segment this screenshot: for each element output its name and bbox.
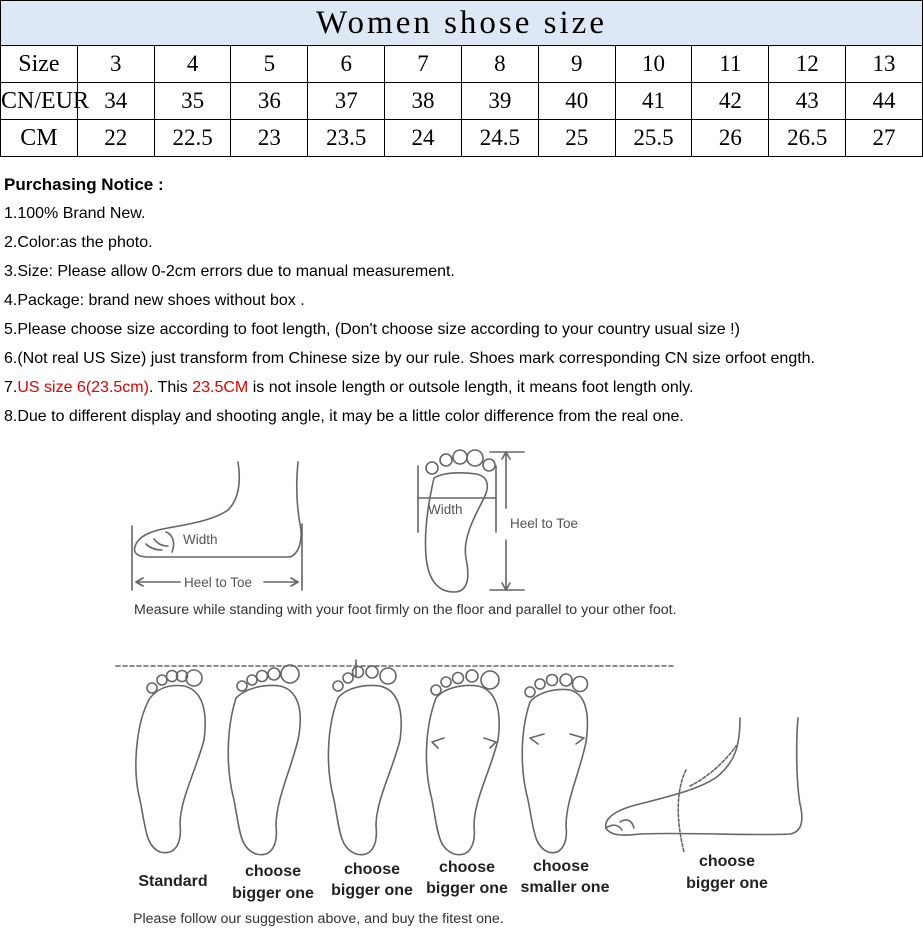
table-cell: 8 bbox=[461, 46, 538, 83]
item-number: 7. bbox=[4, 379, 18, 396]
table-cell: 12 bbox=[769, 46, 846, 83]
size-chart-title: Women shose size bbox=[1, 1, 923, 46]
bigger-foot-icon-1 bbox=[228, 665, 300, 855]
table-cell: 34 bbox=[77, 83, 154, 120]
item-text: . This bbox=[148, 379, 193, 396]
bigger-label: bigger one bbox=[331, 882, 413, 899]
choose-label: choose bbox=[532, 858, 590, 875]
notice-item: 1.100% Brand New. bbox=[4, 205, 146, 222]
notice-heading: Purchasing Notice : bbox=[4, 175, 164, 194]
table-cell: 23.5 bbox=[308, 120, 385, 157]
table-cell: 24 bbox=[385, 120, 462, 157]
notice-item: 3.Size: Please allow 0-2cm errors due to manual measurement. bbox=[4, 263, 455, 280]
table-cell: 36 bbox=[231, 83, 308, 120]
table-cell: 6 bbox=[308, 46, 385, 83]
table-cell: 27 bbox=[846, 120, 923, 157]
size-chart-table bbox=[0, 0, 923, 157]
table-cell: 11 bbox=[692, 46, 769, 83]
table-cell: 13 bbox=[846, 46, 923, 83]
measure-caption: Measure while standing with your foot firmly on the floor and parallel to your other foot. bbox=[134, 602, 677, 618]
table-cell: 23 bbox=[231, 120, 308, 157]
table-cell: 35 bbox=[154, 83, 231, 120]
choose-label: choose bbox=[343, 861, 401, 878]
table-cell: 44 bbox=[846, 83, 923, 120]
notice-item: 4.Package: brand new shoes without box . bbox=[4, 292, 305, 309]
size-row-us bbox=[1, 46, 923, 83]
bigger-label: bigger one bbox=[686, 875, 768, 892]
table-cell: 7 bbox=[385, 46, 462, 83]
row-header: CM bbox=[1, 120, 78, 157]
table-cell: 25 bbox=[538, 120, 615, 157]
standard-foot-icon bbox=[136, 670, 205, 853]
table-cell: 10 bbox=[615, 46, 692, 83]
table-cell: 26 bbox=[692, 120, 769, 157]
choose-label: choose bbox=[698, 853, 756, 870]
choose-label: choose bbox=[438, 859, 496, 876]
top-width-label: Width bbox=[428, 502, 463, 517]
notice-item: 5.Please choose size according to foot length, (Don't choose size according to your country usual size !) bbox=[4, 321, 740, 338]
row-header: Size bbox=[1, 46, 78, 83]
smaller-foot-icon bbox=[522, 674, 587, 853]
top-heel-label: Heel to Toe bbox=[510, 516, 579, 531]
bigger-label: bigger one bbox=[232, 885, 314, 902]
purchasing-notice bbox=[4, 170, 919, 431]
notice-item-7 bbox=[4, 373, 919, 402]
smaller-label: smaller one bbox=[520, 879, 610, 896]
table-cell: 26.5 bbox=[769, 120, 846, 157]
table-cell: 22 bbox=[77, 120, 154, 157]
notice-item: 8.Due to different display and shooting angle, it may be a little color difference from the real one. bbox=[4, 408, 684, 425]
table-cell: 37 bbox=[308, 83, 385, 120]
table-cell: 9 bbox=[538, 46, 615, 83]
bigger-label: bigger one bbox=[426, 880, 508, 897]
table-cell: 3 bbox=[77, 46, 154, 83]
side-heel-label: Heel to Toe bbox=[184, 575, 253, 590]
size-row-cm bbox=[1, 120, 923, 157]
table-cell: 38 bbox=[385, 83, 462, 120]
table-cell: 24.5 bbox=[461, 120, 538, 157]
foot-measurement-illustration bbox=[0, 440, 923, 949]
table-cell: 25.5 bbox=[615, 120, 692, 157]
choose-label: choose bbox=[244, 863, 302, 880]
table-cell: 41 bbox=[615, 83, 692, 120]
standard-label: Standard bbox=[138, 873, 208, 890]
bigger-foot-icon-2 bbox=[328, 660, 401, 855]
bigger-foot-icon-3 bbox=[426, 670, 499, 855]
side-view-foot-icon bbox=[132, 462, 302, 590]
table-cell: 40 bbox=[538, 83, 615, 120]
size-row-cn-eur bbox=[1, 83, 923, 120]
item-text: is not insole length or outsole length, it means foot length only. bbox=[248, 379, 694, 396]
table-cell: 43 bbox=[769, 83, 846, 120]
side-width-label: Width bbox=[183, 532, 218, 547]
side-view-fit-foot-icon bbox=[606, 718, 802, 852]
notice-item: 2.Color:as the photo. bbox=[4, 234, 153, 251]
row-header: CN/EUR bbox=[1, 83, 78, 120]
highlight-cm: 23.5CM bbox=[192, 379, 249, 396]
notice-item: 6.(Not real US Size) just transform from Chinese size by our rule. Shoes mark corresponding CN size orfoot ength. bbox=[4, 350, 815, 367]
top-view-foot-icon bbox=[418, 450, 524, 592]
table-cell: 42 bbox=[692, 83, 769, 120]
table-cell: 4 bbox=[154, 46, 231, 83]
bottom-caption: Please follow our suggestion above, and buy the fitest one. bbox=[133, 911, 504, 927]
table-cell: 5 bbox=[231, 46, 308, 83]
highlight-us-size: US size 6(23.5cm) bbox=[17, 379, 149, 396]
table-cell: 39 bbox=[461, 83, 538, 120]
table-cell: 22.5 bbox=[154, 120, 231, 157]
